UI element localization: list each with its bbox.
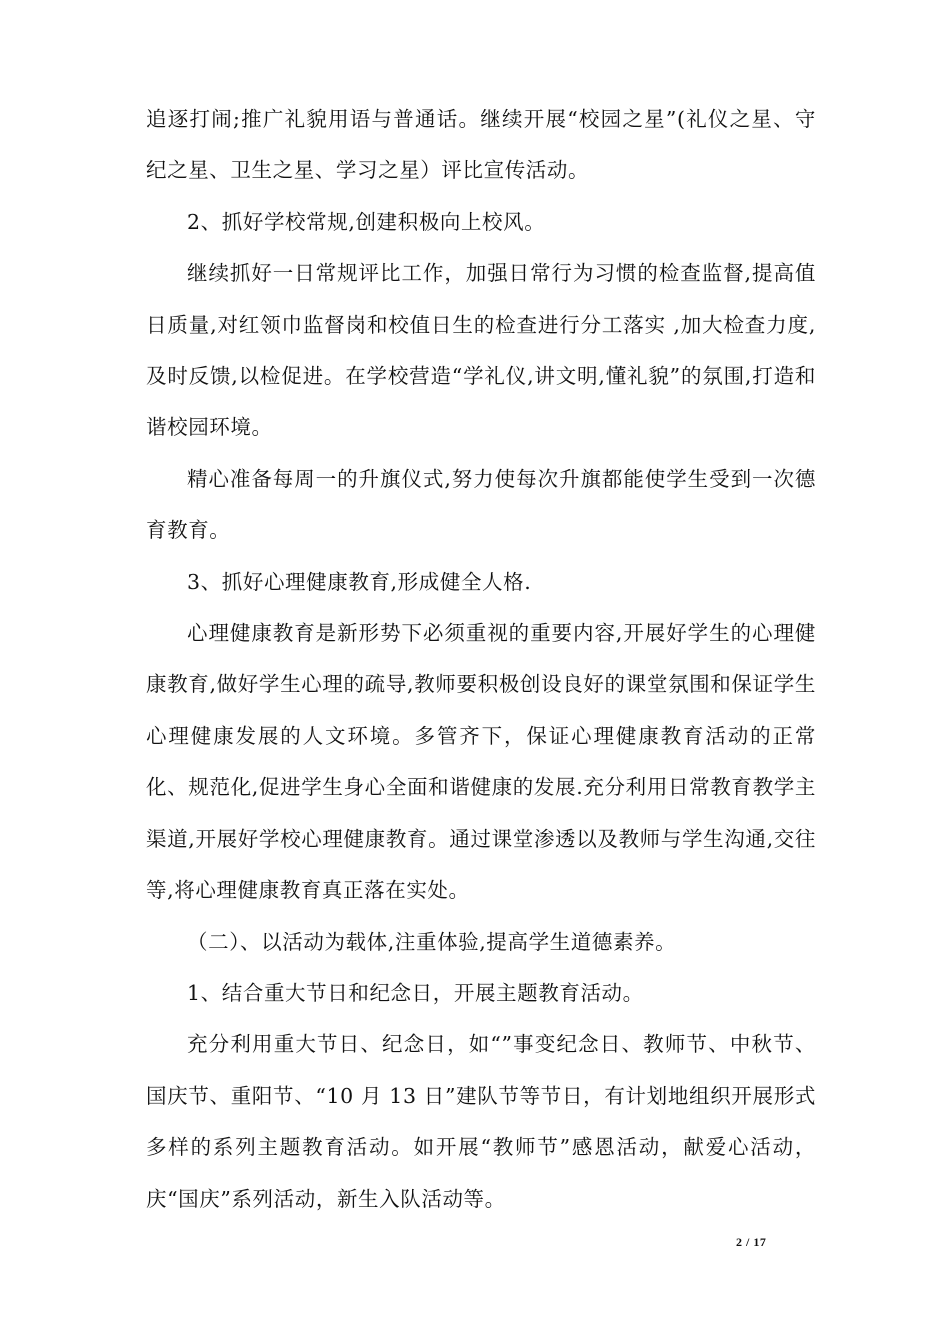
paragraph-flag-ceremony: 精心准备每周一的升旗仪式,努力使每次升旗都能使学生受到一次德育教育。 <box>146 466 816 543</box>
section-heading-mental-health: 3、抓好心理健康教育,形成健全人格. <box>187 569 532 594</box>
section-heading-school-routine: 2、抓好学校常规,创建积极向上校风。 <box>187 209 546 234</box>
section-heading-activities: （二）、以活动为载体,注重体验,提高学生道德素养。 <box>187 929 677 954</box>
page-number: 2 / 17 <box>736 1235 767 1249</box>
paragraph-festivals: 充分利用重大节日、纪念日，如“”事变纪念日、教师节、中秋节、国庆节、重阳节、“10 月 13 日”建队节等节日，有计划地组织开展形式多样的系列主题教育活动。如开展“教师节”感恩活动，献爱心活动，庆“国庆”系列活动，新生入队活动等。 <box>146 1032 816 1211</box>
paragraph-mental-health: 心理健康教育是新形势下必须重视的重要内容,开展好学生的心理健康教育,做好学生心理的疏导,教师要积极创设良好的课堂氛围和保证学生心理健康发展的人文环境。多管齐下，保证心理健康教育活动的正常化、规范化,促进学生身心全面和谐健康的发展.充分利用日常教育教学主渠道,开展好学校心理健康教育。通过课堂渗透以及教师与学生沟通,交往等,将心理健康教育真正落在实处。 <box>146 621 816 903</box>
document-body <box>146 94 816 1225</box>
paragraph-daily-routine: 继续抓好一日常规评比工作，加强日常行为习惯的检查监督,提高值日质量,对红领巾监督岗和校值日生的检查进行分工落实 ,加大检查力度,及时反馈,以检促进。在学校营造“学礼仪,讲文明,懂礼貌”的氛围,打造和谐校园环境。 <box>146 261 816 440</box>
paragraph-continuation: 追逐打闹;推广礼貌用语与普通话。继续开展“校园之星”(礼仪之星、守纪之星、卫生之星、学习之星）评比宣传活动。 <box>146 107 816 183</box>
section-heading-festivals: 1、结合重大节日和纪念日，开展主题教育活动。 <box>187 980 644 1005</box>
